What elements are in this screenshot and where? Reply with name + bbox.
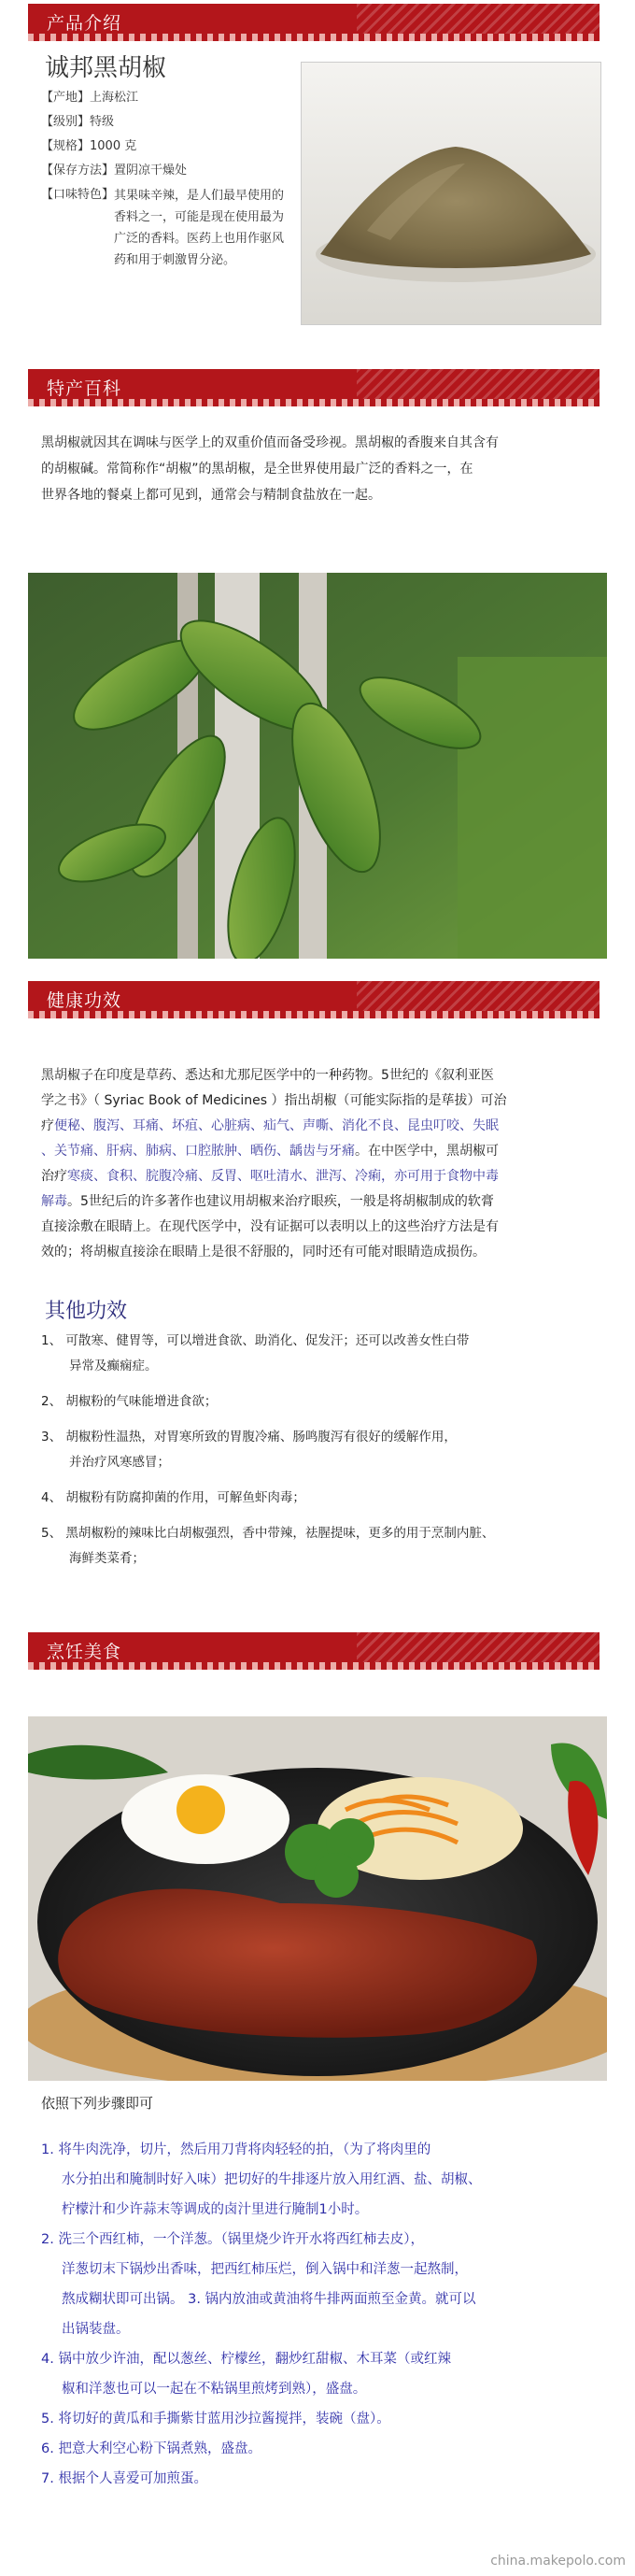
list-item	[41, 1425, 615, 1475]
symptom-list: 、关节痛、肝病、肺病、口腔脓肿、晒伤、龋齿与牙痛	[41, 1144, 355, 1159]
steak-dish-illustration	[28, 1716, 607, 2081]
watermark: china.makepolo.com	[490, 2554, 626, 2569]
spec-size: 【规格】1000 克	[41, 139, 137, 153]
other-effects-title: 其他功效	[45, 1300, 128, 1323]
spec-origin: 【产地】上海松江	[41, 91, 139, 105]
list-item	[41, 1486, 615, 1511]
text-line	[41, 1164, 606, 1189]
text-line	[41, 1114, 606, 1139]
header-band	[28, 399, 600, 406]
spec-taste-label: 【口味特色】	[41, 188, 115, 202]
cooking-steps	[41, 2135, 611, 2494]
section-header-encyclopedia	[28, 369, 600, 406]
section-title: 产品介绍	[47, 13, 122, 34]
text-line	[41, 1139, 606, 1164]
header-pattern	[357, 4, 600, 34]
step-line: 熬成糊状即可出锅。 3. 锅内放油或黄油将牛排两面煎至金黄。就可以	[62, 2292, 476, 2307]
health-text	[41, 1063, 606, 1265]
symptom-list: 寒痰、食积、脘腹冷痛、反胃、呕吐清水、泄泻、冷痢，亦可用于食物中毒	[67, 1169, 499, 1184]
text-line: 的胡椒碱。常简称作“胡椒”的黑胡椒，是全世界使用最广泛的香料之一，在	[41, 462, 473, 477]
steak-dish-photo	[28, 1716, 607, 2081]
list-item-text: 5、 黑胡椒粉的辣味比白胡椒强烈，香中带辣，祛腥提味，更多的用于烹制内脏、	[41, 1526, 495, 1541]
step-line: 4. 锅中放少许油，配以葱丝、柠檬丝，翻炒红甜椒、木耳菜（或红辣	[41, 2352, 451, 2367]
product-name: 诚邦黑胡椒	[45, 54, 167, 82]
step-line: 柠檬汁和少许蒜末等调成的卤汁里进行腌制1小时。	[62, 2202, 369, 2217]
list-item	[41, 1389, 615, 1415]
step-line: 洋葱切末下锅炒出香味，把西红柿压烂，倒入锅中和洋葱一起熬制，	[62, 2262, 468, 2277]
step-line: 6. 把意大利空心粉下锅煮熟，盛盘。	[41, 2441, 261, 2456]
text-span: 疗	[41, 1118, 54, 1133]
section-header-intro	[28, 4, 600, 41]
spec-taste-text: 其果味辛辣，是人们最早使用的香料之一，可能是现在使用最为广泛的香料。医药上也用作驱风药和用于刺激胃分泌。	[114, 189, 285, 267]
encyclopedia-text	[41, 430, 601, 508]
list-item-text: 3、 胡椒粉性温热，对胃寒所致的胃腹冷痛、肠鸣腹泻有很好的缓解作用，	[41, 1430, 457, 1445]
text-line	[41, 1189, 606, 1215]
text-line: 学之书》（ Syriac Book of Medicines ）指出胡椒（可能实际指的是荜拔）可治	[41, 1093, 507, 1108]
header-pattern	[357, 369, 600, 399]
text-span: 治疗	[41, 1169, 67, 1184]
step-line: 1. 将牛肉洗净，切片，然后用刀背将肉轻轻的拍，（为了将肉里的	[41, 2142, 431, 2157]
section-header-health	[28, 981, 600, 1018]
list-item-text: 4、 胡椒粉有防腐抑菌的作用，可解鱼虾肉毒；	[41, 1490, 305, 1505]
step-line: 出锅装盘。	[62, 2322, 130, 2337]
list-item	[41, 1521, 615, 1572]
text-line: 效的；将胡椒直接涂在眼睛上是很不舒服的，同时还有可能对眼睛造成损伤。	[41, 1245, 486, 1260]
product-specs	[41, 86, 293, 271]
section-title: 特产百科	[47, 378, 122, 399]
spec-storage: 【保存方法】置阴凉干燥处	[41, 164, 188, 178]
text-line: 黑胡椒就因其在调味与医学上的双重价值而备受珍视。黑胡椒的香腹来自其含有	[41, 435, 499, 450]
pepper-powder-illustration	[302, 63, 601, 325]
text-line: 黑胡椒子在印度是草药、悉达和尤那尼医学中的一种药物。5世纪的《叙利亚医	[41, 1068, 494, 1083]
symptom-list: 解毒	[41, 1194, 67, 1209]
pepper-plant-photo	[28, 573, 607, 959]
steps-intro: 依照下列步骤即可	[41, 2095, 154, 2112]
header-band	[28, 1011, 600, 1018]
header-pattern	[357, 981, 600, 1011]
step-line: 7. 根据个人喜爱可加煎蛋。	[41, 2471, 207, 2486]
list-item-cont: 并治疗风寒感冒；	[69, 1455, 170, 1470]
header-band	[28, 34, 600, 41]
step-line: 2. 洗三个西红柿，一个洋葱。（锅里烧少许开水将西红柿去皮），	[41, 2232, 424, 2247]
text-line: 直接涂敷在眼睛上。在现代医学中，没有证据可以表明以上的这些治疗方法是有	[41, 1219, 499, 1234]
list-item-text: 1、 可散寒、健胃等，可以增进食欲、助消化、促发汗；还可以改善女性白带	[41, 1333, 470, 1348]
other-effects-list	[41, 1329, 615, 1582]
pepper-plant-illustration	[28, 573, 607, 959]
pepper-powder-photo	[301, 62, 601, 325]
list-item-cont: 异常及癫痫症。	[69, 1359, 158, 1373]
symptom-list: 便秘、腹泻、耳痛、坏疽、心脏病、疝气、声嘶、消化不良、昆虫叮咬、失眠	[54, 1118, 499, 1133]
section-header-cooking	[28, 1632, 600, 1670]
text-span: 。5世纪后的许多著作也建议用胡椒来治疗眼疾，一般是将胡椒制成的软膏	[67, 1194, 494, 1209]
list-item-cont: 海鲜类菜肴；	[69, 1551, 145, 1566]
step-line: 5. 将切好的黄瓜和手撕紫甘蓝用沙拉酱搅拌，装碗（盘）。	[41, 2412, 390, 2427]
text-line: 世界各地的餐桌上都可见到，通常会与精制食盐放在一起。	[41, 488, 381, 503]
step-line: 水分拍出和腌制时好入味）把切好的牛排逐片放入用红酒、盐、胡椒、	[62, 2172, 482, 2187]
spec-grade: 【级别】特级	[41, 115, 115, 129]
section-title: 烹饪美食	[47, 1642, 122, 1662]
header-pattern	[357, 1632, 600, 1662]
header-band	[28, 1662, 600, 1670]
list-item-text: 2、 胡椒粉的气味能增进食欲；	[41, 1394, 218, 1409]
section-title: 健康功效	[47, 990, 122, 1011]
spec-taste	[41, 183, 293, 271]
list-item	[41, 1329, 615, 1379]
step-line: 椒和洋葱也可以一起在不粘锅里煎烤到熟），盛盘。	[62, 2382, 367, 2397]
text-span: 。在中医学中，黑胡椒可	[355, 1144, 499, 1159]
